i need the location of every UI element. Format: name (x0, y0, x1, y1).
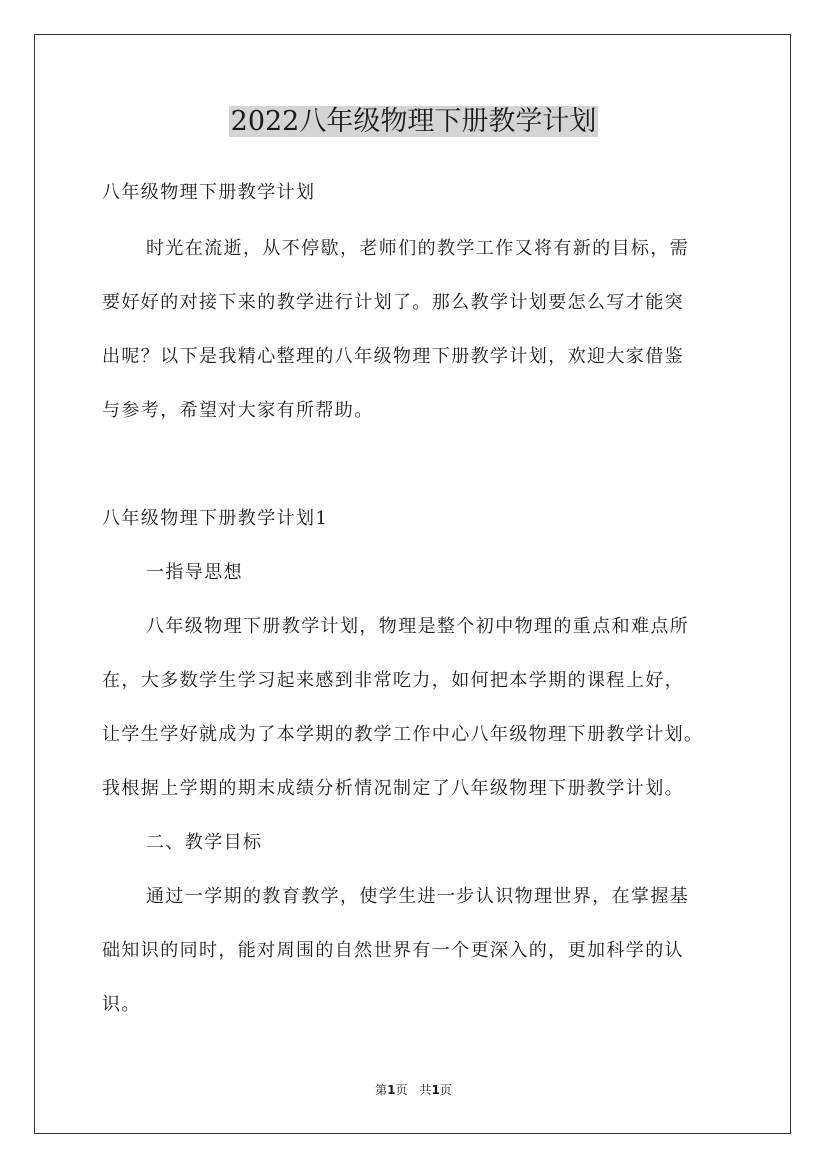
paragraph-line: 出呢？以下是我精心整理的八年级物理下册教学计划，欢迎大家借鉴 (102, 346, 684, 367)
page-suffix: 页 (439, 1083, 452, 1097)
page-current: 1 (387, 1083, 396, 1097)
page-mid: 页 共 (395, 1083, 432, 1097)
paragraph-line: 时光在流逝，从不停歇，老师们的教学工作又将有新的目标，需 (146, 238, 690, 259)
subsection-heading: 一指导思想 (146, 562, 243, 583)
paragraph-line: 通过一学期的教育教学，使学生进一步认识物理世界，在掌握基 (146, 886, 690, 907)
paragraph-line: 我根据上学期的期末成绩分析情况制定了八年级物理下册教学计划。 (102, 778, 684, 799)
paragraph-line: 八年级物理下册教学计划，物理是整个初中物理的重点和难点所 (146, 616, 690, 637)
document-title (0, 100, 827, 144)
subsection-heading: 二、教学目标 (146, 832, 263, 853)
document-title-text: 2022八年级物理下册教学计划 (230, 106, 597, 137)
paragraph-line: 让学生学好就成为了本学期的教学工作中心八年级物理下册教学计划。 (102, 724, 704, 745)
subtitle-line: 八年级物理下册教学计划 (102, 182, 316, 203)
paragraph-line: 在，大多数学生学习起来感到非常吃力，如何把本学期的课程上好， (102, 670, 684, 691)
page-footer (0, 1081, 827, 1099)
section-heading: 八年级物理下册教学计划1 (102, 508, 329, 529)
page-prefix: 第 (375, 1083, 388, 1097)
paragraph-line: 要好好的对接下来的教学进行计划了。那么教学计划要怎么写才能突 (102, 292, 684, 313)
paragraph-line: 识。 (102, 994, 141, 1015)
page-total: 1 (431, 1083, 440, 1097)
paragraph-line: 础知识的同时，能对周围的自然世界有一个更深入的，更加科学的认 (102, 940, 684, 961)
paragraph-line: 与参考，希望对大家有所帮助。 (102, 400, 374, 421)
